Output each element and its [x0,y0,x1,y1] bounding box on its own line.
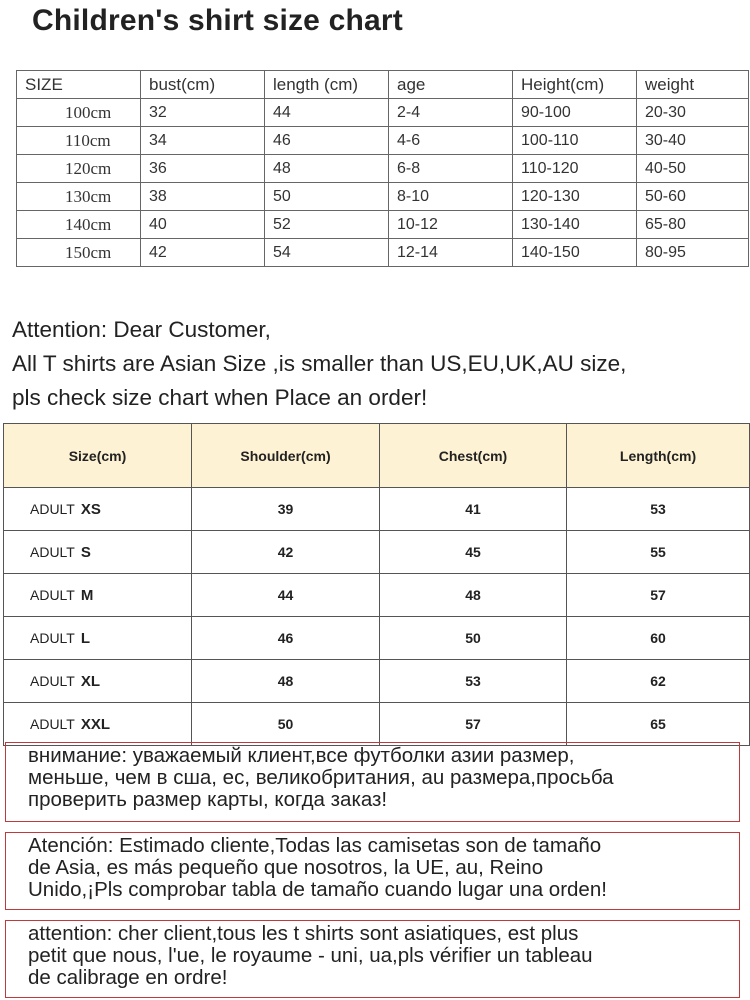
attention-line: All T shirts are Asian Size ,is smaller than US,EU,UK,AU size, [12,351,627,376]
cell-shoulder: 44 [192,574,380,617]
cell-weight: 30-40 [637,127,749,155]
cell-size: 110cm [17,127,141,155]
table-header-row [17,71,749,99]
header-length: Length(cm) [567,424,750,488]
cell-length: 65 [567,703,750,746]
table-header-row [4,424,750,488]
notice-line: petit que nous, l'ue, le royaume - uni, ua,pls vérifier un tableau [28,944,593,967]
cell-length: 53 [567,488,750,531]
notice-line: Atención: Estimado cliente,Todas las camisetas son de tamaño [28,834,602,857]
cell-bust: 42 [141,239,265,267]
children-size-table [16,70,749,267]
attention-line: Attention: Dear Customer, [12,317,271,342]
header-bust: bust(cm) [141,71,265,99]
table-row [4,703,750,746]
cell-shoulder: 50 [192,703,380,746]
cell-shoulder: 48 [192,660,380,703]
cell-length: 57 [567,574,750,617]
cell-chest: 57 [380,703,567,746]
cell-length: 52 [265,211,389,239]
cell-length: 62 [567,660,750,703]
table-row [4,531,750,574]
cell-size: ADULT XXL [4,703,192,746]
cell-size: 100cm [17,99,141,127]
cell-height: 140-150 [513,239,637,267]
cell-size: 120cm [17,155,141,183]
cell-bust: 38 [141,183,265,211]
cell-height: 100-110 [513,127,637,155]
table-row [17,239,749,267]
cell-weight: 40-50 [637,155,749,183]
russian-notice [5,742,740,822]
notice-line: de Asia, es más pequeño que nosotros, la UE, au, Reino [28,856,544,879]
header-weight: weight [637,71,749,99]
header-size: SIZE [17,71,141,99]
cell-chest: 50 [380,617,567,660]
cell-size: ADULT S [4,531,192,574]
table-row [4,660,750,703]
cell-length: 50 [265,183,389,211]
cell-age: 8-10 [389,183,513,211]
table-row [4,617,750,660]
cell-length: 55 [567,531,750,574]
cell-height: 120-130 [513,183,637,211]
cell-shoulder: 39 [192,488,380,531]
cell-size: ADULT XS [4,488,192,531]
cell-bust: 40 [141,211,265,239]
cell-chest: 45 [380,531,567,574]
cell-length: 48 [265,155,389,183]
page-title: Children's shirt size chart [32,4,403,37]
cell-weight: 50-60 [637,183,749,211]
header-length: length (cm) [265,71,389,99]
notice-line: Unido,¡Pls comprobar tabla de tamaño cuando lugar una orden! [28,878,607,901]
cell-bust: 36 [141,155,265,183]
notice-line: проверить размер карты, когда заказ! [28,788,388,811]
cell-age: 2-4 [389,99,513,127]
cell-chest: 48 [380,574,567,617]
notice-line: attention: cher client,tous les t shirts sont asiatiques, est plus [28,922,579,945]
spanish-notice [5,832,740,910]
header-age: age [389,71,513,99]
cell-height: 90-100 [513,99,637,127]
cell-length: 60 [567,617,750,660]
table-row [17,183,749,211]
table-row [4,488,750,531]
header-height: Height(cm) [513,71,637,99]
cell-age: 12-14 [389,239,513,267]
cell-weight: 20-30 [637,99,749,127]
cell-shoulder: 42 [192,531,380,574]
cell-age: 6-8 [389,155,513,183]
cell-size: 130cm [17,183,141,211]
table-row [17,155,749,183]
cell-shoulder: 46 [192,617,380,660]
header-chest: Chest(cm) [380,424,567,488]
cell-size: ADULT L [4,617,192,660]
cell-bust: 34 [141,127,265,155]
cell-size: ADULT M [4,574,192,617]
notice-line: меньше, чем в сша, ес, великобритания, au размера,просьба [28,766,614,789]
cell-height: 110-120 [513,155,637,183]
table-row [17,127,749,155]
table-row [17,99,749,127]
notice-line: внимание: уважаемый клиент,все футболки азии размер, [28,744,575,767]
header-shoulder: Shoulder(cm) [192,424,380,488]
cell-bust: 32 [141,99,265,127]
cell-length: 46 [265,127,389,155]
cell-weight: 65-80 [637,211,749,239]
notice-line: de calibrage en ordre! [28,966,228,989]
attention-line: pls check size chart when Place an order! [12,385,428,410]
cell-size: ADULT XL [4,660,192,703]
cell-chest: 41 [380,488,567,531]
adult-size-table [3,423,750,746]
attention-notice [12,313,626,415]
cell-weight: 80-95 [637,239,749,267]
cell-age: 10-12 [389,211,513,239]
header-size: Size(cm) [4,424,192,488]
cell-chest: 53 [380,660,567,703]
cell-length: 44 [265,99,389,127]
cell-height: 130-140 [513,211,637,239]
french-notice [5,920,740,998]
cell-age: 4-6 [389,127,513,155]
table-row [17,211,749,239]
cell-size: 140cm [17,211,141,239]
cell-size: 150cm [17,239,141,267]
cell-length: 54 [265,239,389,267]
table-row [4,574,750,617]
